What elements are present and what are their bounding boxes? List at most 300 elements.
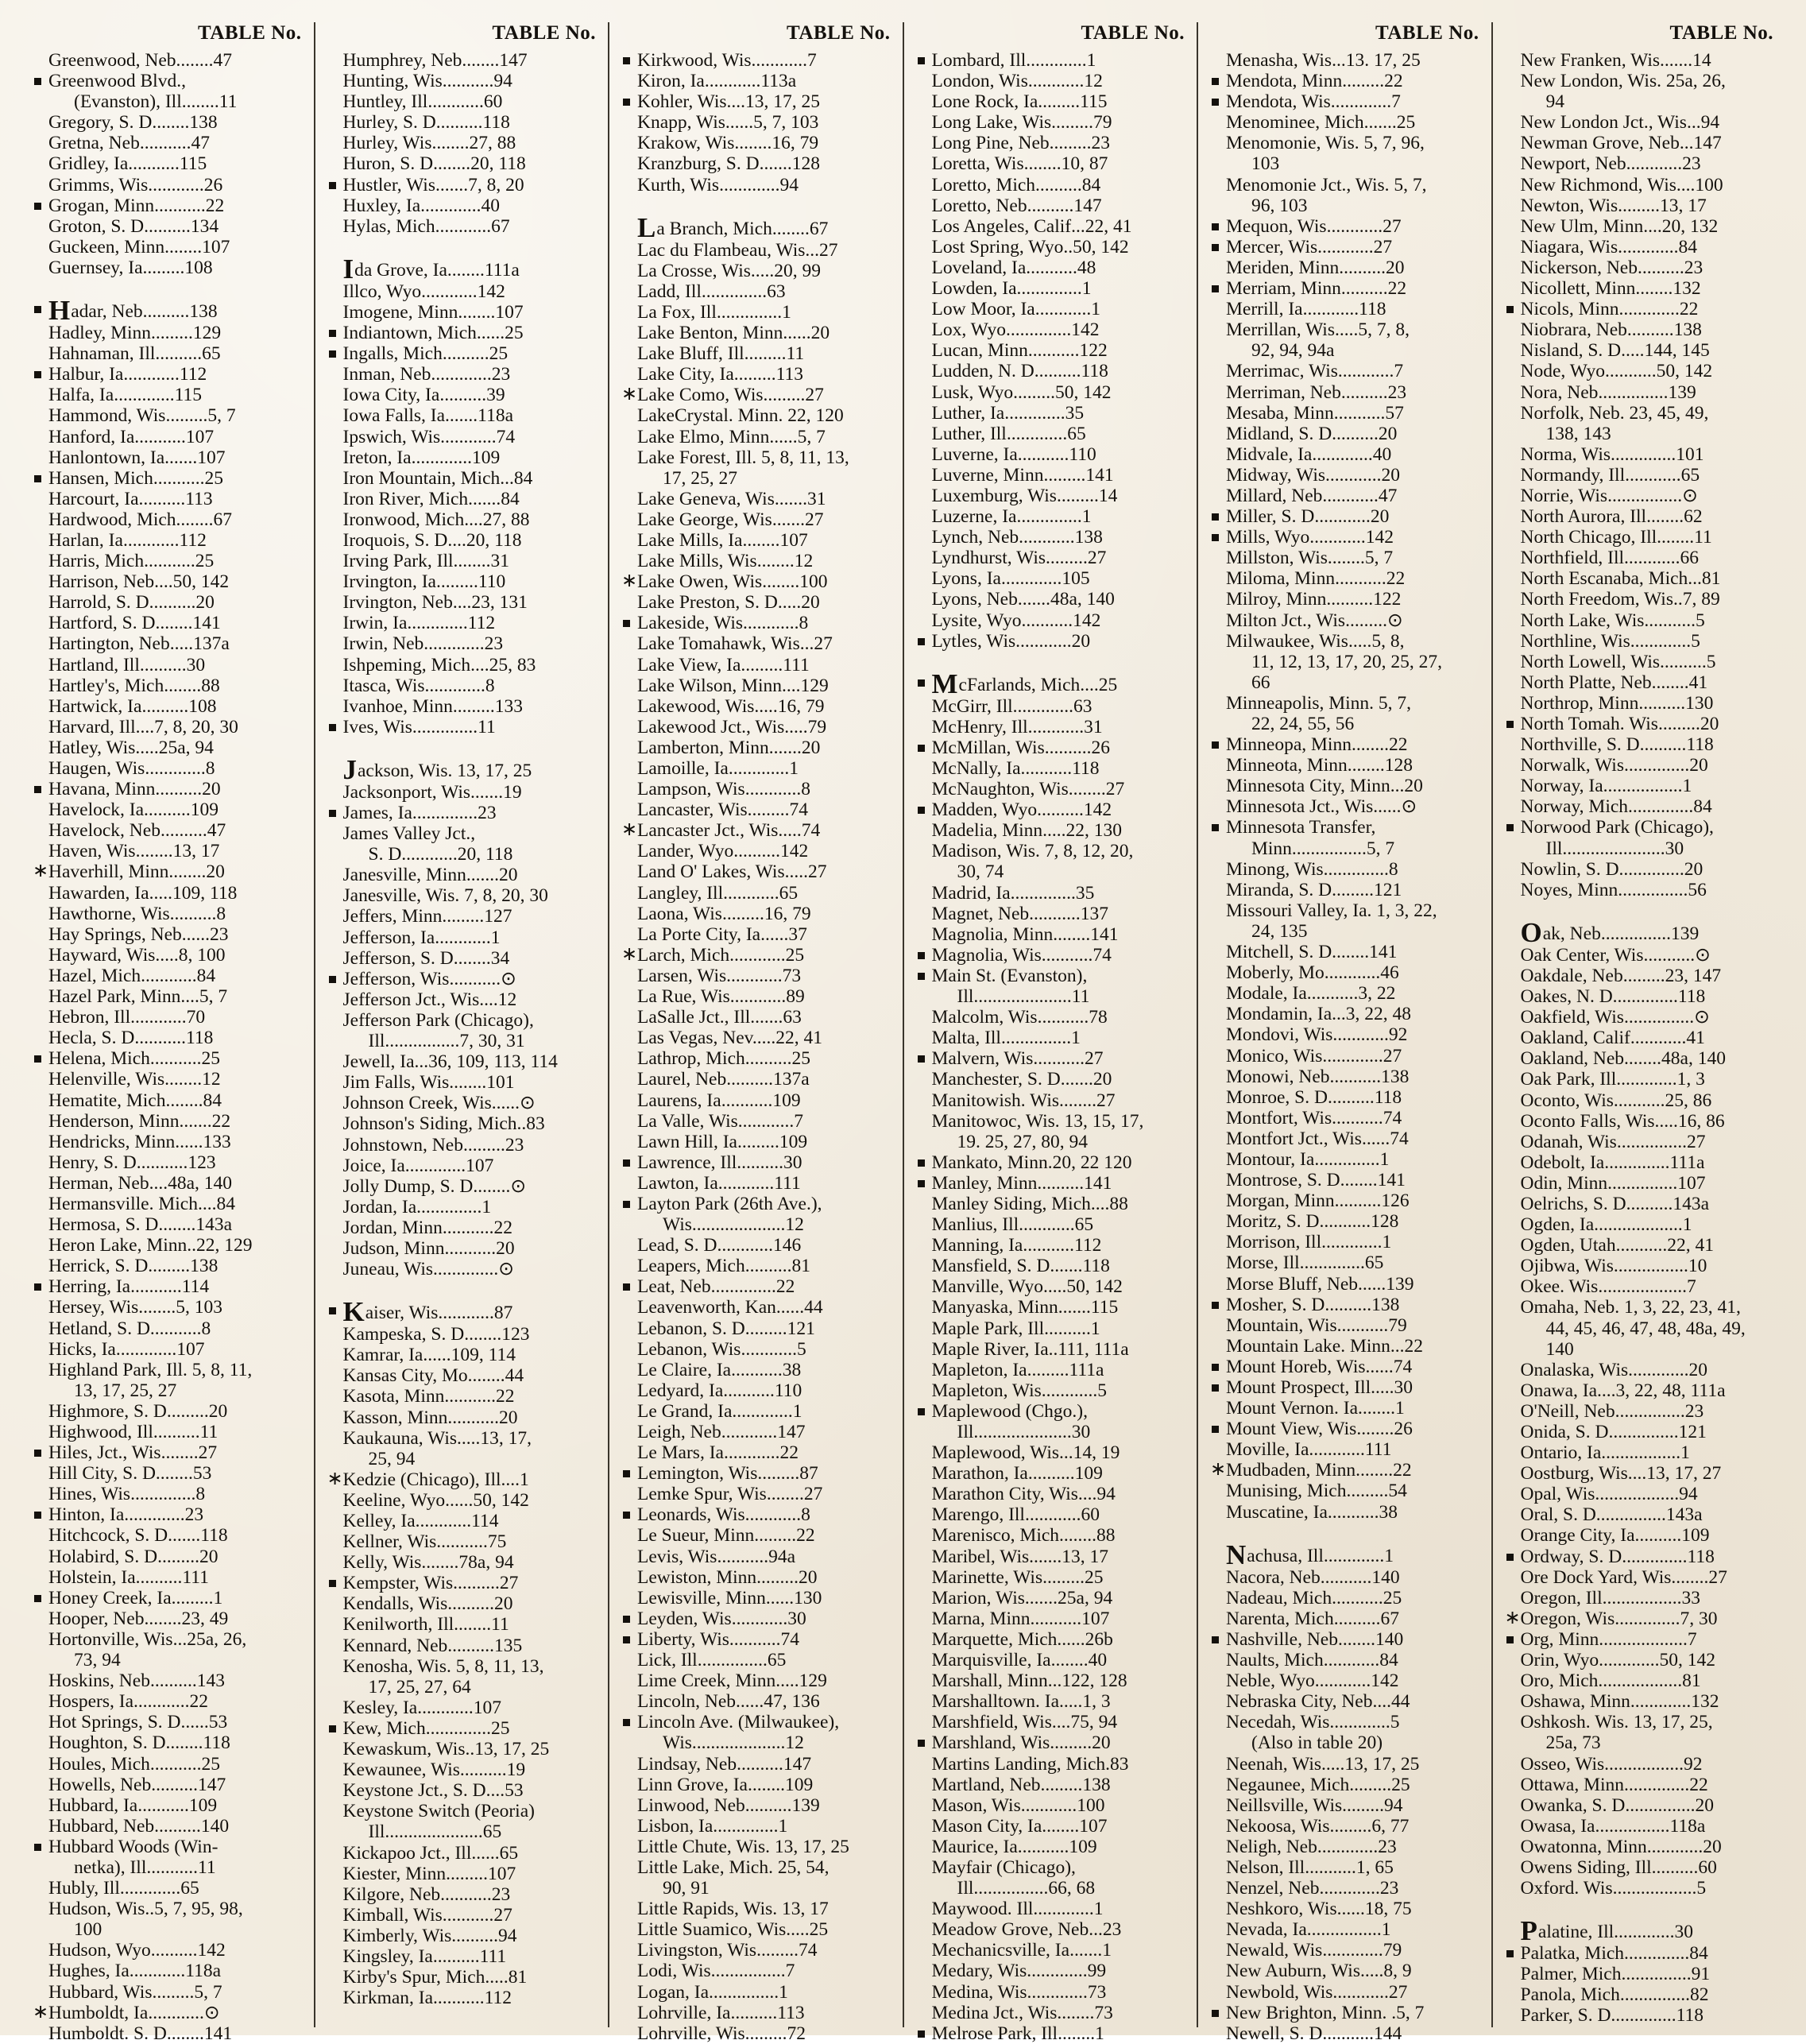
index-entry[interactable] [31, 1463, 304, 1484]
index-entry[interactable] [1503, 631, 1776, 652]
index-entry[interactable] [915, 133, 1187, 153]
index-entry[interactable] [915, 1276, 1187, 1297]
index-entry[interactable] [1209, 734, 1481, 755]
index-entry[interactable] [31, 1235, 304, 1256]
index-entry[interactable] [1209, 527, 1481, 548]
index-entry[interactable] [31, 509, 304, 530]
index-entry[interactable] [31, 2023, 304, 2044]
index-entry[interactable] [31, 1318, 304, 1339]
index-entry[interactable] [915, 945, 1187, 966]
index-entry[interactable] [1209, 361, 1481, 381]
index-entry[interactable] [1209, 1398, 1481, 1419]
index-entry[interactable] [915, 361, 1187, 381]
index-entry[interactable] [915, 71, 1187, 91]
index-entry[interactable] [1209, 1539, 1481, 1570]
index-entry[interactable] [1503, 568, 1776, 589]
index-entry[interactable] [915, 506, 1187, 527]
index-entry[interactable] [620, 261, 892, 281]
index-entry[interactable] [1209, 755, 1481, 776]
index-entry[interactable] [1503, 216, 1776, 237]
index-entry[interactable] [1503, 693, 1776, 714]
index-entry[interactable] [31, 489, 304, 509]
index-entry[interactable] [31, 1360, 304, 1380]
index-entry[interactable] [326, 865, 598, 885]
index-entry[interactable] [31, 1442, 304, 1463]
index-entry[interactable] [326, 906, 598, 927]
index-entry[interactable] [1209, 1588, 1481, 1608]
index-entry[interactable] [1503, 1588, 1776, 1608]
index-entry[interactable] [31, 883, 304, 904]
index-entry[interactable] [1503, 1235, 1776, 1256]
index-entry[interactable] [326, 633, 598, 654]
index-entry[interactable] [31, 468, 304, 489]
index-entry[interactable] [31, 633, 304, 654]
index-entry[interactable] [1503, 1214, 1776, 1235]
index-entry[interactable] [915, 1547, 1187, 1567]
index-entry[interactable] [1503, 610, 1776, 631]
index-entry[interactable] [31, 655, 304, 676]
index-entry[interactable] [620, 1795, 892, 1816]
index-entry[interactable] [1209, 175, 1481, 195]
index-entry[interactable] [1503, 1380, 1776, 1401]
index-entry[interactable] [326, 989, 598, 1010]
index-entry[interactable] [31, 216, 304, 237]
index-entry[interactable] [326, 1259, 598, 1279]
index-entry[interactable] [326, 753, 598, 785]
index-entry[interactable] [915, 1608, 1187, 1629]
index-entry[interactable] [915, 589, 1187, 610]
index-entry[interactable] [620, 1380, 892, 1401]
index-entry[interactable] [1503, 1028, 1776, 1048]
index-entry[interactable] [1209, 1232, 1481, 1252]
index-entry[interactable] [620, 1878, 892, 1899]
index-entry[interactable] [31, 1525, 304, 1546]
index-entry[interactable] [915, 1961, 1187, 1981]
index-entry[interactable] [620, 427, 892, 447]
index-entry[interactable] [915, 153, 1187, 174]
index-entry[interactable] [1503, 1984, 1776, 2005]
index-entry[interactable] [915, 1132, 1187, 1152]
index-entry[interactable] [31, 1048, 304, 1069]
index-entry[interactable] [326, 1926, 598, 1946]
index-entry[interactable] [31, 1691, 304, 1712]
index-entry[interactable] [1209, 1816, 1481, 1837]
index-entry[interactable] [620, 1525, 892, 1546]
index-entry[interactable] [620, 447, 892, 468]
index-entry[interactable] [31, 405, 304, 426]
index-entry[interactable] [915, 112, 1187, 133]
index-entry[interactable] [620, 1940, 892, 1961]
index-entry[interactable] [1503, 133, 1776, 153]
index-entry[interactable] [1503, 1256, 1776, 1276]
index-entry[interactable] [1503, 1318, 1776, 1339]
index-entry[interactable] [326, 613, 598, 633]
index-entry[interactable] [620, 1256, 892, 1276]
index-entry[interactable] [620, 405, 892, 426]
index-entry[interactable] [915, 717, 1187, 737]
index-entry[interactable] [1209, 1502, 1481, 1523]
index-entry[interactable] [620, 112, 892, 133]
index-entry[interactable] [620, 655, 892, 676]
index-entry[interactable] [1503, 1712, 1776, 1732]
index-entry[interactable] [326, 216, 598, 237]
index-entry[interactable] [1503, 1194, 1776, 1214]
index-entry[interactable] [915, 1422, 1187, 1442]
index-entry[interactable] [620, 1173, 892, 1194]
index-entry[interactable] [326, 1698, 598, 1718]
index-entry[interactable] [1503, 278, 1776, 299]
index-entry[interactable] [620, 1608, 892, 1629]
index-entry[interactable] [1209, 257, 1481, 278]
index-entry[interactable] [915, 257, 1187, 278]
index-entry[interactable] [1209, 1315, 1481, 1336]
index-entry[interactable] [620, 696, 892, 717]
index-entry[interactable] [31, 1816, 304, 1837]
index-entry[interactable] [620, 1961, 892, 1981]
index-entry[interactable] [1209, 1087, 1481, 1108]
index-entry[interactable] [326, 1573, 598, 1593]
index-entry[interactable] [620, 1919, 892, 1940]
index-entry[interactable] [915, 668, 1187, 699]
index-entry[interactable] [620, 211, 892, 243]
index-entry[interactable] [1209, 1377, 1481, 1398]
index-entry[interactable] [1209, 237, 1481, 257]
index-entry[interactable] [1503, 444, 1776, 465]
index-entry[interactable] [326, 302, 598, 323]
index-entry[interactable] [31, 1194, 304, 1214]
index-entry[interactable] [31, 924, 304, 945]
index-entry[interactable] [326, 1386, 598, 1407]
index-entry[interactable] [31, 237, 304, 257]
index-entry[interactable] [326, 1718, 598, 1739]
index-entry[interactable] [326, 1197, 598, 1217]
index-entry[interactable] [1503, 652, 1776, 672]
index-entry[interactable] [1503, 1484, 1776, 1504]
index-entry[interactable] [1209, 153, 1481, 174]
index-entry[interactable] [31, 364, 304, 385]
index-entry[interactable] [1503, 175, 1776, 195]
index-entry[interactable] [915, 1173, 1187, 1194]
index-entry[interactable] [326, 1677, 598, 1698]
index-entry[interactable] [326, 253, 598, 285]
index-entry[interactable] [326, 676, 598, 696]
index-entry[interactable] [620, 302, 892, 323]
index-entry[interactable] [1503, 1878, 1776, 1899]
index-entry[interactable] [1209, 1295, 1481, 1315]
index-entry[interactable] [915, 486, 1187, 506]
index-entry[interactable] [1209, 1629, 1481, 1650]
index-entry[interactable] [1209, 631, 1481, 652]
index-entry[interactable] [31, 592, 304, 613]
index-entry[interactable] [31, 571, 304, 592]
index-entry[interactable] [1503, 1691, 1776, 1712]
index-entry[interactable] [31, 1339, 304, 1360]
index-entry[interactable] [1503, 1442, 1776, 1463]
index-entry[interactable] [915, 1214, 1187, 1235]
index-entry[interactable] [620, 343, 892, 364]
index-entry[interactable] [326, 1864, 598, 1884]
index-entry[interactable] [1503, 880, 1776, 900]
index-entry[interactable] [1503, 1007, 1776, 1028]
index-entry[interactable] [915, 1629, 1187, 1650]
index-entry[interactable] [620, 1504, 892, 1525]
index-entry[interactable] [1503, 1650, 1776, 1670]
index-entry[interactable] [620, 861, 892, 882]
index-entry[interactable] [1503, 1132, 1776, 1152]
index-entry[interactable] [620, 1214, 892, 1235]
index-entry[interactable] [326, 1656, 598, 1677]
index-entry[interactable] [326, 50, 598, 71]
index-entry[interactable] [1503, 1754, 1776, 1775]
index-entry[interactable] [620, 571, 892, 592]
index-entry[interactable] [326, 468, 598, 489]
index-entry[interactable] [620, 1276, 892, 1297]
index-entry[interactable] [326, 323, 598, 343]
index-entry[interactable] [1503, 1943, 1776, 1964]
index-entry[interactable] [1503, 986, 1776, 1007]
index-entry[interactable] [620, 1775, 892, 1795]
index-entry[interactable] [620, 1857, 892, 1878]
index-entry[interactable] [915, 50, 1187, 71]
index-entry[interactable] [1209, 278, 1481, 299]
index-entry[interactable] [915, 1878, 1187, 1899]
index-entry[interactable] [915, 1152, 1187, 1173]
index-entry[interactable] [915, 904, 1187, 924]
index-entry[interactable] [326, 1324, 598, 1345]
index-entry[interactable] [326, 405, 598, 426]
index-entry[interactable] [620, 820, 892, 841]
index-entry[interactable] [915, 465, 1187, 486]
index-entry[interactable] [31, 133, 304, 153]
index-entry[interactable] [915, 299, 1187, 319]
index-entry[interactable] [31, 1795, 304, 1816]
index-entry[interactable] [1209, 1899, 1481, 1919]
index-entry[interactable] [1503, 945, 1776, 966]
index-entry[interactable] [326, 91, 598, 112]
index-entry[interactable] [326, 1296, 598, 1328]
index-entry[interactable] [915, 340, 1187, 361]
index-entry[interactable] [326, 1156, 598, 1176]
index-entry[interactable] [915, 1360, 1187, 1380]
index-entry[interactable] [31, 1547, 304, 1567]
index-entry[interactable] [1209, 1128, 1481, 1149]
index-entry[interactable] [31, 1919, 304, 1940]
index-entry[interactable] [915, 195, 1187, 216]
index-entry[interactable] [31, 1712, 304, 1732]
index-entry[interactable] [1503, 403, 1776, 424]
index-entry[interactable] [1209, 1608, 1481, 1629]
index-entry[interactable] [620, 1442, 892, 1463]
index-entry[interactable] [620, 281, 892, 302]
index-entry[interactable] [31, 1380, 304, 1401]
index-entry[interactable] [326, 1843, 598, 1864]
index-entry[interactable] [620, 1007, 892, 1028]
index-entry[interactable] [1209, 880, 1481, 900]
index-entry[interactable] [1209, 900, 1481, 921]
index-entry[interactable] [1503, 1670, 1776, 1691]
index-entry[interactable] [1503, 1152, 1776, 1173]
index-entry[interactable] [326, 1113, 598, 1134]
index-entry[interactable] [1503, 1567, 1776, 1588]
index-entry[interactable] [31, 613, 304, 633]
index-entry[interactable] [915, 861, 1187, 882]
index-entry[interactable] [1209, 1982, 1481, 2003]
index-entry[interactable] [31, 1297, 304, 1318]
index-entry[interactable] [31, 1629, 304, 1650]
index-entry[interactable] [326, 133, 598, 153]
index-entry[interactable] [915, 1940, 1187, 1961]
index-entry[interactable] [31, 195, 304, 216]
index-entry[interactable] [1503, 1608, 1776, 1629]
index-entry[interactable] [31, 1732, 304, 1753]
index-entry[interactable] [1209, 1149, 1481, 1170]
index-entry[interactable] [620, 945, 892, 966]
index-entry[interactable] [31, 966, 304, 986]
index-entry[interactable] [620, 1339, 892, 1360]
index-entry[interactable] [620, 592, 892, 613]
index-entry[interactable] [1209, 1108, 1481, 1128]
index-entry[interactable] [915, 1732, 1187, 1753]
index-entry[interactable] [915, 319, 1187, 340]
index-entry[interactable] [1209, 424, 1481, 444]
index-entry[interactable] [1209, 589, 1481, 610]
index-entry[interactable] [1503, 257, 1776, 278]
index-entry[interactable] [915, 1857, 1187, 1878]
index-entry[interactable] [326, 1407, 598, 1428]
index-entry[interactable] [1209, 548, 1481, 568]
index-entry[interactable] [1503, 714, 1776, 734]
index-entry[interactable] [1209, 817, 1481, 838]
index-entry[interactable] [31, 71, 304, 91]
index-entry[interactable] [915, 1484, 1187, 1504]
index-entry[interactable] [326, 1072, 598, 1093]
index-entry[interactable] [915, 1380, 1187, 1401]
index-entry[interactable] [620, 1048, 892, 1069]
index-entry[interactable] [326, 112, 598, 133]
index-entry[interactable] [1503, 1915, 1776, 1947]
index-entry[interactable] [620, 1111, 892, 1132]
index-entry[interactable] [31, 1111, 304, 1132]
index-entry[interactable] [1503, 1525, 1776, 1546]
index-entry[interactable] [1503, 776, 1776, 796]
index-entry[interactable] [1209, 1252, 1481, 1273]
index-entry[interactable] [620, 1028, 892, 1048]
index-entry[interactable] [620, 1567, 892, 1588]
index-entry[interactable] [1209, 1274, 1481, 1295]
index-entry[interactable] [1209, 859, 1481, 880]
index-entry[interactable] [620, 1152, 892, 1173]
index-entry[interactable] [620, 1090, 892, 1111]
index-entry[interactable] [31, 779, 304, 799]
index-entry[interactable] [31, 696, 304, 717]
index-entry[interactable] [326, 1449, 598, 1469]
index-entry[interactable] [1503, 1463, 1776, 1484]
index-entry[interactable] [620, 904, 892, 924]
index-entry[interactable] [915, 1111, 1187, 1132]
index-entry[interactable] [1209, 1460, 1481, 1481]
index-entry[interactable] [1209, 796, 1481, 817]
index-entry[interactable] [326, 530, 598, 551]
index-entry[interactable] [31, 1028, 304, 1048]
index-entry[interactable] [1209, 921, 1481, 942]
index-entry[interactable] [1209, 1024, 1481, 1045]
index-entry[interactable] [1503, 50, 1776, 71]
index-entry[interactable] [31, 323, 304, 343]
index-entry[interactable] [326, 1801, 598, 1821]
index-entry[interactable] [1209, 299, 1481, 319]
index-entry[interactable] [915, 799, 1187, 820]
index-entry[interactable] [326, 1238, 598, 1259]
index-entry[interactable] [31, 343, 304, 364]
index-entry[interactable] [915, 2003, 1187, 2023]
index-entry[interactable] [31, 50, 304, 71]
index-entry[interactable] [620, 1318, 892, 1339]
index-entry[interactable] [1503, 527, 1776, 548]
index-entry[interactable] [1209, 1336, 1481, 1357]
index-entry[interactable] [1503, 1857, 1776, 1878]
index-entry[interactable] [620, 1691, 892, 1712]
index-entry[interactable] [31, 91, 304, 112]
index-entry[interactable] [1503, 796, 1776, 817]
index-entry[interactable] [1209, 1439, 1481, 1460]
index-entry[interactable] [1209, 1567, 1481, 1588]
index-entry[interactable] [915, 1775, 1187, 1795]
index-entry[interactable] [326, 427, 598, 447]
index-entry[interactable] [31, 1214, 304, 1235]
index-entry[interactable] [31, 1588, 304, 1608]
index-entry[interactable] [1209, 1190, 1481, 1211]
index-entry[interactable] [326, 1759, 598, 1780]
index-entry[interactable] [1503, 1276, 1776, 1297]
index-entry[interactable] [31, 1090, 304, 1111]
index-entry[interactable] [31, 551, 304, 571]
index-entry[interactable] [1503, 465, 1776, 486]
index-entry[interactable] [1503, 195, 1776, 216]
index-entry[interactable] [1209, 1961, 1481, 1981]
index-entry[interactable] [1503, 1837, 1776, 1857]
index-entry[interactable] [1503, 1401, 1776, 1422]
index-entry[interactable] [1209, 962, 1481, 983]
index-entry[interactable] [1209, 693, 1481, 714]
index-entry[interactable] [31, 1173, 304, 1194]
index-entry[interactable] [31, 153, 304, 174]
index-entry[interactable] [31, 447, 304, 468]
index-entry[interactable] [31, 1504, 304, 1525]
index-entry[interactable] [326, 1217, 598, 1238]
index-entry[interactable] [1209, 652, 1481, 672]
index-entry[interactable] [915, 2023, 1187, 2044]
index-entry[interactable] [915, 1048, 1187, 1069]
index-entry[interactable] [31, 758, 304, 779]
index-entry[interactable] [1503, 1360, 1776, 1380]
index-entry[interactable] [31, 1422, 304, 1442]
index-entry[interactable] [1209, 1170, 1481, 1190]
index-entry[interactable] [1503, 2005, 1776, 2026]
index-entry[interactable] [915, 1712, 1187, 1732]
index-entry[interactable] [1503, 1090, 1776, 1111]
index-entry[interactable] [326, 927, 598, 948]
index-entry[interactable] [915, 568, 1187, 589]
index-entry[interactable] [1209, 2003, 1481, 2023]
index-entry[interactable] [915, 841, 1187, 861]
index-entry[interactable] [620, 2023, 892, 2044]
index-entry[interactable] [326, 281, 598, 302]
index-entry[interactable] [326, 1614, 598, 1635]
index-entry[interactable] [620, 924, 892, 945]
index-entry[interactable] [915, 1297, 1187, 1318]
index-entry[interactable] [31, 1152, 304, 1173]
index-entry[interactable] [1503, 361, 1776, 381]
